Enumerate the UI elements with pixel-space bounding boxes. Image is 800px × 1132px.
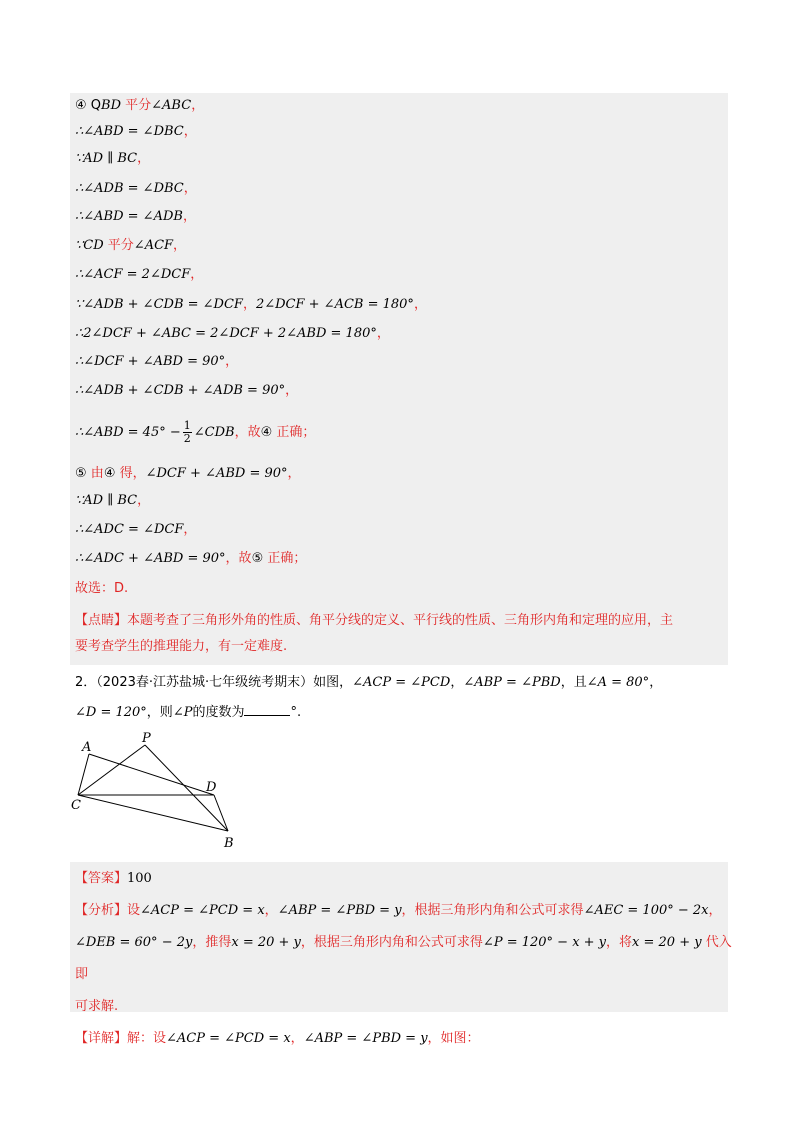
- solution-line: [75, 208, 196, 226]
- text-fragment: ，: [183, 181, 197, 196]
- question-cond-2: ∠ABP = ∠PBD: [463, 675, 561, 690]
- text-fragment: ，: [137, 151, 151, 166]
- math-expression: ∴∠ADB = ∠DBC: [75, 181, 184, 196]
- point-label-c: C: [71, 798, 81, 813]
- question-sep: ，: [450, 675, 464, 690]
- solution-line: [75, 353, 238, 371]
- segment-ac: [78, 754, 89, 795]
- segment-cb: [78, 795, 228, 831]
- text-fragment: ，故: [234, 425, 261, 440]
- text-fragment: ④ Q: [75, 98, 102, 113]
- detail-text-c: ，: [290, 1031, 304, 1046]
- point-label-a: A: [82, 740, 92, 755]
- question-cond-5: ∠P: [172, 705, 193, 720]
- math-expression: ∠ABC: [151, 98, 192, 113]
- text-fragment: ，: [191, 98, 205, 113]
- analysis-text-1e: ，根据三角形内角和公式可求得: [401, 903, 584, 918]
- math-expression: ∠ACF: [133, 238, 174, 253]
- text-fragment: 平分: [125, 98, 152, 113]
- text-fragment: 正确；: [263, 551, 307, 566]
- question-text-b: ，且: [560, 675, 587, 690]
- solution-line: [75, 420, 315, 445]
- comment-tag: 【点睛】: [75, 613, 128, 628]
- question-cond-3: ∠A = 80°: [586, 675, 650, 690]
- solution-line: [75, 97, 204, 115]
- analysis-math-1d: ∠ABP = ∠PBD = y: [277, 903, 402, 918]
- solution-line: [75, 150, 150, 168]
- math-expression: ∴∠ADC + ∠ABD = 90°: [75, 551, 226, 566]
- segment-db: [214, 795, 228, 831]
- solution-line: [75, 325, 390, 343]
- analysis-math-2e: ∠P = 120° − x + y: [482, 935, 607, 950]
- solution-line: [75, 580, 128, 598]
- point-label-d: D: [206, 780, 217, 795]
- analysis-text-1g: ，: [708, 903, 722, 918]
- text-fragment: ，: [376, 326, 390, 341]
- solution-line: [75, 492, 150, 510]
- solution-line: [75, 550, 306, 568]
- math-expression: ∵AD ∥ BC: [75, 151, 138, 166]
- question-cond-4: ∠D = 120°: [75, 705, 147, 720]
- solution-line: [75, 180, 197, 198]
- comment-paragraph: [75, 608, 735, 660]
- math-expression: ∴2∠DCF + ∠ABC = 2∠DCF + 2∠ABD = 180°: [75, 326, 377, 341]
- math-expression: ∴∠ABD = ∠ADB: [75, 209, 183, 224]
- question-text-d: ，则: [146, 705, 173, 720]
- analysis-text-1a: 设: [127, 903, 141, 918]
- math-expression: ∴∠ADB + ∠CDB + ∠ADB = 90°: [75, 383, 286, 398]
- analysis-math-1f: ∠AEC = 100° − 2x: [583, 903, 709, 918]
- question-text-e: 的度数为: [192, 705, 245, 720]
- analysis-math-1b: ∠ACP = ∠PCD = x: [140, 903, 265, 918]
- text-fragment: ，: [242, 297, 256, 312]
- text-fragment: ⑤: [75, 466, 91, 481]
- answer-tag: 【答案】: [75, 871, 128, 886]
- detail-text-e: ，如图：: [427, 1031, 480, 1046]
- analysis-text-2d: ，根据三角形内角和公式可求得: [300, 935, 483, 950]
- detail-math-b: ∠ACP = ∠PCD = x: [166, 1031, 291, 1046]
- solution-line: [75, 465, 301, 483]
- question-text-f: °.: [290, 705, 302, 720]
- answer-blank: [244, 703, 290, 716]
- question-text-c: ，: [649, 675, 663, 690]
- question-cond-1: ∠ACP = ∠PCD: [352, 675, 451, 690]
- detail-tag: 【详解】: [75, 1031, 128, 1046]
- text-fragment: 平分: [107, 238, 134, 253]
- point-label-p: P: [142, 731, 151, 746]
- detail-math-d: ∠ABP = ∠PBD = y: [303, 1031, 428, 1046]
- fraction-denominator: 2: [183, 432, 191, 445]
- comment-text-1: 本题考查了三角形外角的性质、角平分线的定义、平行线的性质、三角形内角和定理的应用，主: [127, 613, 674, 628]
- text-fragment: ，: [183, 124, 197, 139]
- text-fragment: ，: [182, 209, 196, 224]
- analysis-text-1c: ，: [264, 903, 278, 918]
- math-expression: ∵∠ADB + ∠CDB = ∠DCF: [75, 297, 243, 312]
- analysis-text-2h: 代入即: [75, 935, 732, 982]
- segment-ad: [89, 754, 214, 795]
- math-expression: ∴∠ABD = 45° −: [75, 425, 181, 440]
- analysis-text-2f: ，将: [606, 935, 633, 950]
- solution-line: [75, 382, 298, 400]
- text-fragment: ⑤: [251, 551, 264, 566]
- text-fragment: ，: [287, 466, 301, 481]
- text-fragment: ，: [285, 383, 299, 398]
- answer-value: 100: [127, 871, 152, 886]
- solution-shaded-block: [70, 93, 728, 665]
- solution-line: [75, 123, 197, 141]
- math-expression: ∵AD ∥ BC: [75, 493, 138, 508]
- analysis-text-3: 可求解.: [75, 999, 119, 1014]
- math-expression: ∴∠ACF = 2∠DCF: [75, 267, 191, 282]
- math-expression: 2∠DCF + ∠ACB = 180°: [255, 297, 414, 312]
- math-expression: ∵CD: [75, 238, 108, 253]
- solution-line: [75, 521, 196, 539]
- point-label-b: B: [224, 836, 234, 851]
- text-fragment: ，: [225, 354, 239, 369]
- analysis-math-2g: x = 20 + y: [632, 935, 702, 950]
- solution-line: [75, 266, 203, 284]
- question-number: 2．: [75, 675, 97, 690]
- solution-line: [75, 237, 186, 255]
- text-fragment: ，故: [225, 551, 252, 566]
- fraction-numerator: 1: [183, 419, 191, 432]
- fraction: [183, 420, 192, 445]
- comment-text-2: 要考查学生的推理能力，有一定难度.: [75, 639, 288, 654]
- math-expression: ∴∠DCF + ∠ABD = 90°: [75, 354, 226, 369]
- math-expression: ∠CDB: [193, 425, 235, 440]
- text-fragment: 正确；: [272, 425, 316, 440]
- geometry-figure: [60, 725, 260, 855]
- math-expression: ∴∠ADC = ∠DCF: [75, 522, 184, 537]
- analysis-math-2c: x = 20 + y: [231, 935, 301, 950]
- text-fragment: ，: [173, 238, 187, 253]
- text-fragment: ，: [183, 522, 197, 537]
- analysis-tag: 【分析】: [75, 903, 128, 918]
- text-fragment: ，: [137, 493, 151, 508]
- math-expression: ∠DCF + ∠ABD = 90°: [145, 466, 288, 481]
- text-fragment: ，: [413, 297, 427, 312]
- question-text-a: 如图，: [313, 675, 353, 690]
- text-fragment: 得，: [115, 466, 146, 481]
- text-fragment: ④: [260, 425, 273, 440]
- detail-text-a: 解：设: [127, 1031, 167, 1046]
- question-paragraph: [75, 668, 735, 728]
- text-fragment: 由: [90, 466, 104, 481]
- solution-line: [75, 296, 427, 314]
- text-fragment: ④: [103, 466, 116, 481]
- question-source: （2023春·江苏盐城·七年级统考期末）: [96, 675, 314, 690]
- text-fragment: ，: [190, 267, 204, 282]
- math-expression: BD: [101, 98, 126, 113]
- text-fragment: 故选：D.: [75, 581, 129, 596]
- answer-paragraph: [75, 863, 735, 1055]
- analysis-text-2b: ，推得: [192, 935, 232, 950]
- analysis-math-2a: ∠DEB = 60° − 2y: [75, 935, 193, 950]
- math-expression: ∴∠ABD = ∠DBC: [75, 124, 184, 139]
